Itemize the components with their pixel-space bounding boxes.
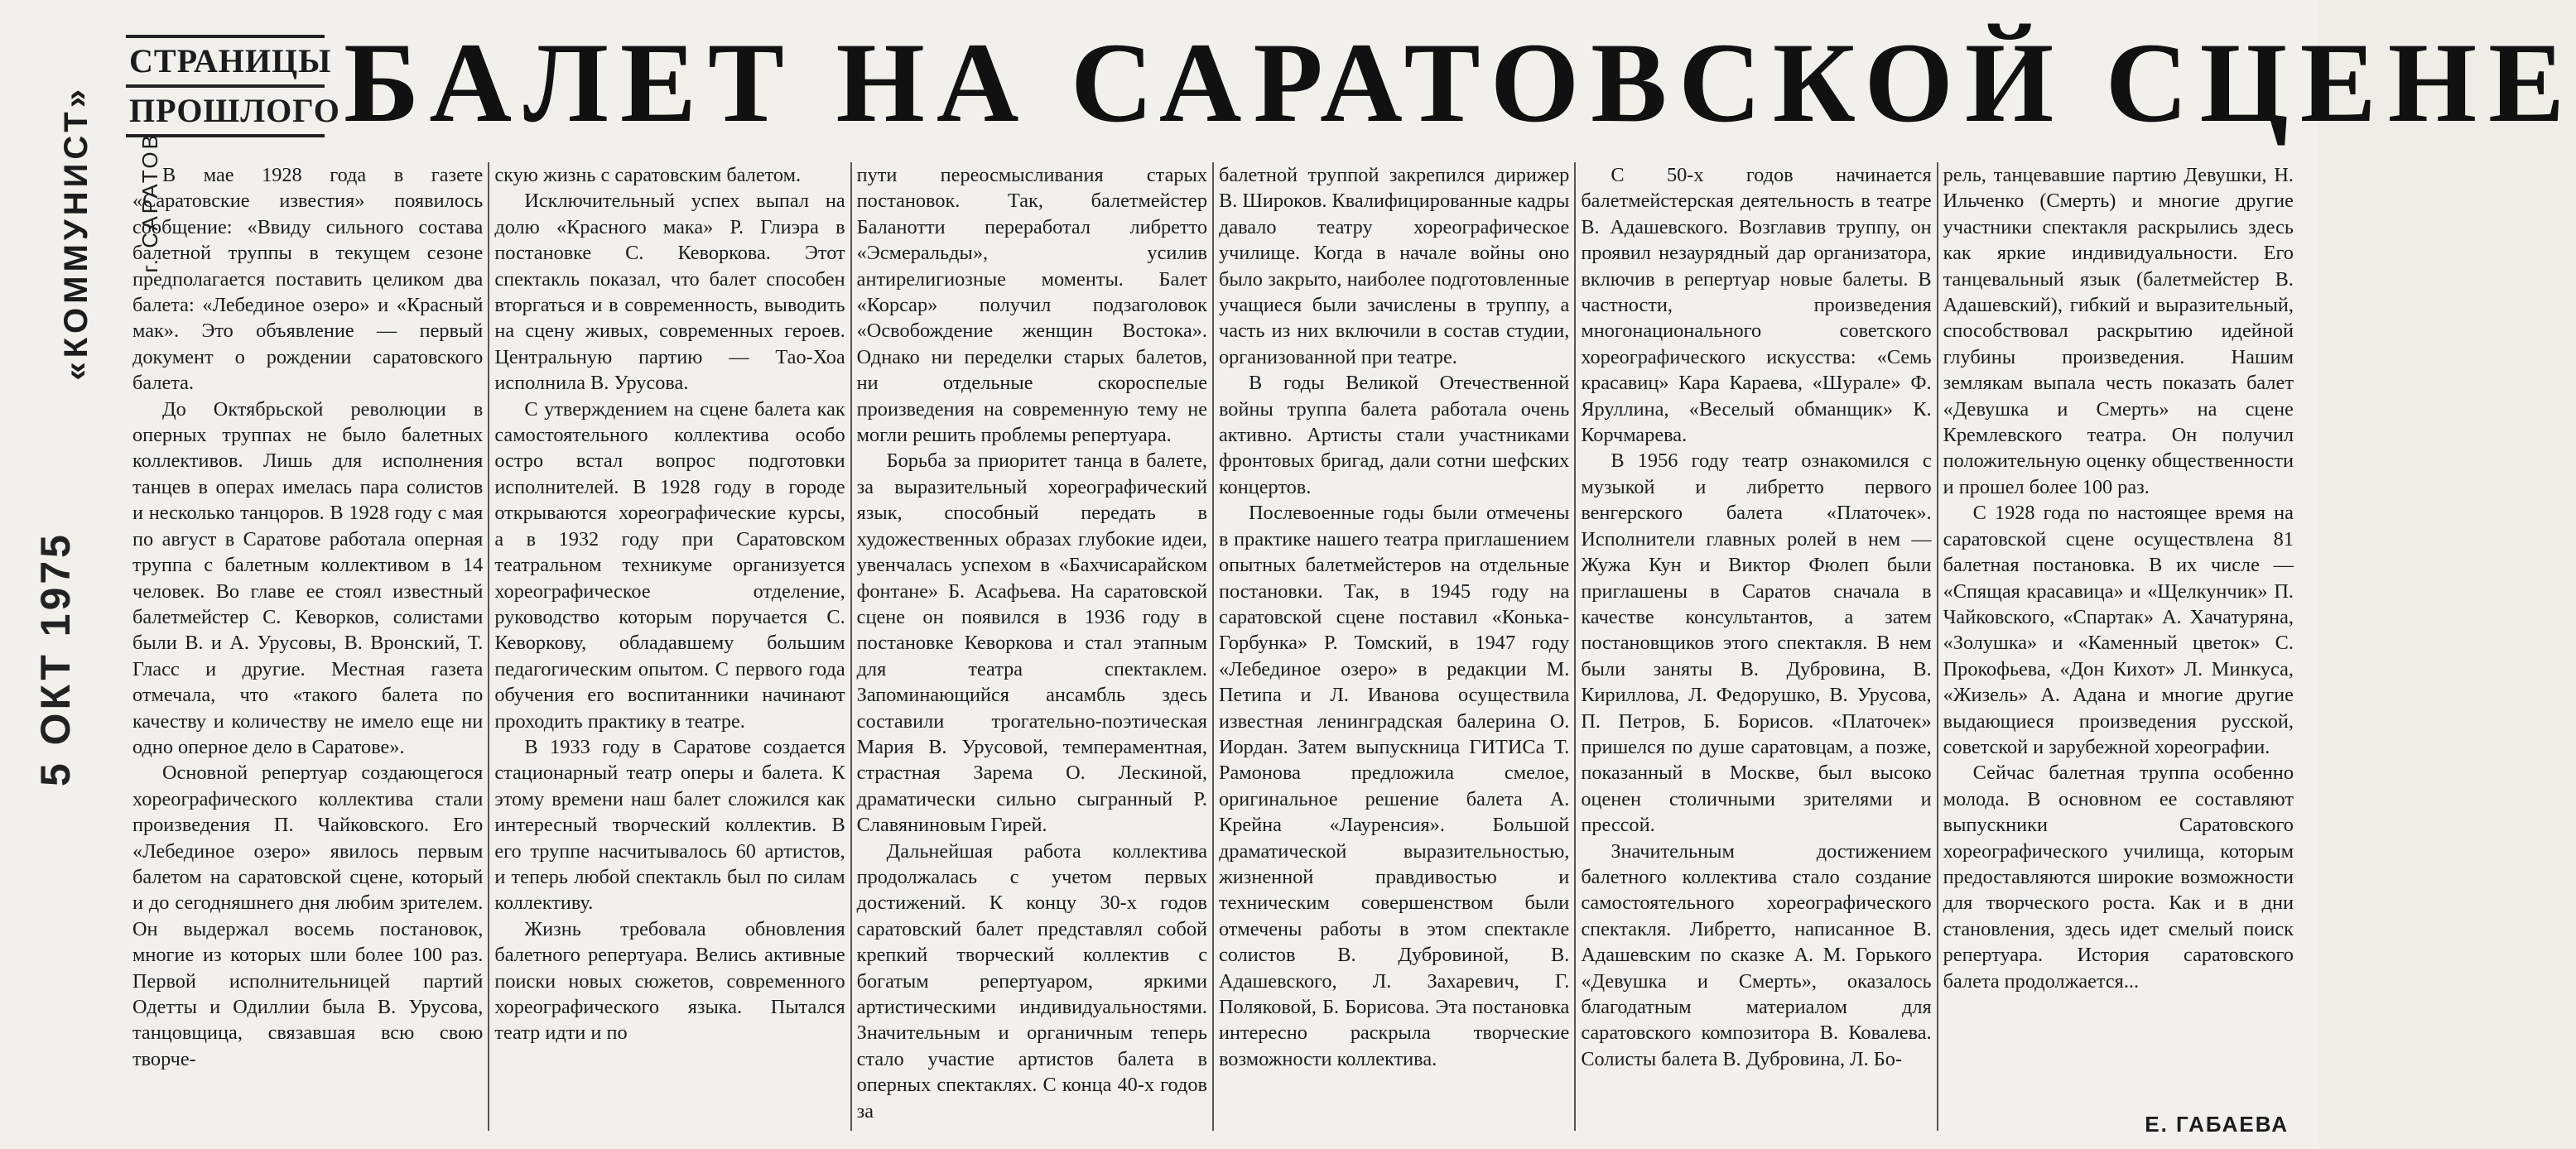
article-column	[1943, 162, 2294, 1131]
article-paragraph: С 1928 года по настоящее время на саратовской сцене осуществлена 81 балетная постановка. В их числе — «Спящая красавица» и «Щелкунчик» П. Чайковского, «Спартак» А. Хачатуряна, «Золушка» и «Каменный цветок» С. Прокофьева, «Дон Кихот» Л. Минкуса, «Жизель» А. Адана и многие другие выдающиеся произведения русской, советской и зарубежной хореографии.	[1943, 502, 2294, 758]
article-paragraph: Послевоенные годы были отмечены в практике нашего театра приглашением опытных балетмейстеров на отдельные постановки. Так, в 1945 году на саратовской сцене поставил «Конька-Горбунка» Р. Томский, в 1947 году «Лебединое озеро» в редакции М. Петипа и Л. Иванова осуществила известная ленинградская балерина О. Иордан. Затем выпускница ГИТИСа Т. Рамонова предложила смелое, оригинальное решение балета А. Крейна «Лауренсия». Большой драматической выразительностью, жизненной правдивостью и техническим совершенством были отмечены работы в этом спектакле солистов В. Дубровиной, В. Адашевского, Л. Захаревич, Г. Поляковой, Б. Борисова. Эта постановка интересно раскрыла творческие возможности коллектива.	[1218, 502, 1570, 1070]
article-paragraph: Основной репертуар создающегося хореографического коллектива стали произведения П. Чайковского. Его «Лебединое озеро» явилось первым балетом на саратовской сцене, который и до сегодняшнего дня любим зрителем. Он выдержал восемь постановок, многие из которых шли более 100 раз. Первой исполнительницей партий Одетты и Одиллии была В. Урусова, танцовщица, связавшая всю свою творче-	[132, 762, 484, 1070]
article-paragraph: В 1933 году в Саратове создается стационарный театр оперы и балета. К этому времени наш балет сложился как интересный творческий коллектив. В его труппе насчитывалось 60 артистов, и теперь любой спектакль был по силам коллективу.	[494, 735, 845, 915]
rubric-line-1: СТРАНИЦЫ	[126, 35, 325, 88]
newspaper-name: «КОММУНИСТ»	[58, 85, 94, 381]
article-paragraph: Жизнь требовала обновления балетного репертуара. Велись активные поиски новых сюжетов, современного хореографического языка. Пытался театр идти и по	[494, 917, 845, 1045]
date-stamp	[31, 531, 89, 786]
article-column	[1219, 162, 1569, 1131]
article-column	[494, 162, 845, 1131]
article-paragraph: Сейчас балетная труппа особенно молода. В основном ее составляют выпускники Саратовского хореографического училища, которым предоставляются широкие возможности для творческого роста. Как и в дни становления, здесь идет смелый поиск репертуара. История саратовского балета продолжается...	[1943, 762, 2294, 993]
article-paragraph: Значительным достижением балетного коллектива стало создание самостоятельного хореографического спектакля. Либретто, написанное В. Адашевским по сказке А. М. Горького «Девушка и Смерть», оказалось благодатным материалом для саратовского композитора В. Ковалева. Солисты балета В. Дубровина, Л. Бо-	[1581, 839, 1932, 1070]
author-byline: Е. ГАБАЕВА	[2145, 1112, 2289, 1137]
article-paragraph: Борьба за приоритет танца в балете, за выразительный хореографический язык, способный передать в художественных образах глубокие идеи, увенчалась успехом в «Бахчисарайском фонтане» Б. Асафьева. На саратовской сцене он появился в 1936 году в постановке Кеворкова и стал этапным для театра спектаклем. Запоминающийся ансамбль здесь составили трогательно-поэтическая Мария В. Урусовой, темпераментная, страстная Зарема О. Лескиной, драматически сильно сыгранный Р. Славяниновым Гирей.	[856, 450, 1207, 837]
article-paragraph: До Октябрьской революции в оперных труппах не было балетных коллективов. Лишь для исполнения танцев в операх имелась пара солистов и несколько танцоров. В 1928 году с мая по август в Саратове работала оперная труппа с балетным коллективом в 14 человек. Во главе ее стоял известный балетмейстер С. Кеворков, солистами были В. и А. Урусовы, В. Вронский, Т. Гласс и другие. Местная газета отмечала, что «такого балета по качеству и количеству не имело еще ни одно оперное дело в Саратове».	[132, 397, 484, 758]
newspaper-city: г. САРАТОВ	[137, 132, 162, 273]
article-paragraph: С утверждением на сцене балета как самостоятельного коллектива особо остро встал вопрос подготовки исполнителей. В 1928 году в городе открываются хореографические курсы, а в 1932 году при Саратовском театральном техникуме организуется хореографическое отделение, руководство которым поручается С. Кеворкову, обладавшему большим педагогическим опытом. С первого года обучения его воспитанники начинают проходить практику в театре.	[494, 397, 845, 733]
article-body	[132, 162, 2294, 1131]
article-column	[132, 162, 483, 1131]
rubric	[126, 35, 340, 137]
article-paragraph: В 1956 году театр ознакомился с музыкой и либретто первого венгерского балета «Платочек». Исполнители главных ролей в нем — Жужа Кун и Виктор Фюлеп были приглашены в Саратов сначала в качестве консультантов, а затем постановщиков этого спектакля. В нем были заняты В. Дубровина, В. Кириллова, Л. Федорушко, В. Урусова, П. Петров, Б. Борисов. «Платочек» пришелся по душе саратовцам, а позже, показанный в Москве, был высоко оценен столичными зрителями и прессой.	[1581, 450, 1932, 837]
article-paragraph: С 50-х годов начинается балетмейстерская деятельность в театре В. Адашевского. Возглавив труппу, он проявил незаурядный дар организатора, включив в репертуар новые балеты. В частности, произведения многонационального советского хореографического искусства: «Семь красавиц» Кара Караева, «Шурале» Ф. Яруллина, «Веселый обманщик» К. Корчмарева.	[1581, 164, 1932, 447]
article-paragraph: В годы Великой Отечественной войны труппа балета работала очень активно. Артисты стали участниками фронтовых бригад, дали сотни шефских концертов.	[1218, 372, 1570, 498]
article-paragraph: В мае 1928 года в газете «Саратовские известия» появилось сообщение: «Ввиду сильного состава балетной труппы в текущем сезоне предполагается поставить целиком два балета: «Лебединое озеро» и «Красный мак». Это объявление — первый документ о рождении саратовского балета.	[132, 164, 484, 395]
article-paragraph: пути переосмысливания старых постановок. Так, балетмейстер Баланотти переработал либретто «Эсмеральды», усилив антирелигиозные моменты. Балет «Корсар» получил подзаголовок «Освобождение женщин Востока». Однако ни переделки старых балетов, ни отдельные скороспелые произведения на современную тему не могли решить проблемы репертуара.	[856, 164, 1207, 447]
article-paragraph: Дальнейшая работа коллектива продолжалась с учетом первых достижений. К концу 30-х годов саратовский балет представлял собой крепкий творческий коллектив с богатым репертуаром, яркими артистическими индивидуальностями. Значительным и органичным теперь стало участие артистов балета в оперных спектаклях. С конца 40-х годов за	[856, 839, 1207, 1123]
article-column	[857, 162, 1207, 1131]
article-column	[1581, 162, 1931, 1131]
article-paragraph: балетной труппой закрепился дирижер В. Широков. Квалифицированные кадры давало театру хореографическое училище. Когда в начале войны оно было закрыто, наиболее подготовленные учащиеся были зачислены в труппу, а часть из них включили в состав студии, организованной при театре.	[1218, 164, 1570, 368]
article-paragraph: скую жизнь с саратовским балетом.	[494, 164, 802, 186]
article-paragraph: Исключительный успех выпал на долю «Красного мака» Р. Глиэра в постановке С. Кеворкова. Этот спектакль показал, что балет способен вторгаться и в современность, выводить на сцену живых, современных героев. Центральную партию — Тао-Хоа исполнила В. Урусова.	[494, 190, 845, 395]
date-stamp-text: 5 ОКТ 1975	[32, 531, 79, 786]
rubric-line-2: ПРОШЛОГО	[126, 88, 325, 137]
article-paragraph: рель, танцевавшие партию Девушки, Н. Ильченко (Смерть) и многие другие участники спектакля раскрылись здесь как яркие индивидуальности. Его танцевальный язык (балетмейстер В. Адашевский), гибкий и выразительный, способствовал раскрытию идейной глубины произведения. Нашим землякам выпала честь показать балет «Девушка и Смерть» на сцене Кремлевского театра. Он получил положительную оценку общественности и прошел более 100 раз.	[1943, 164, 2294, 498]
article-headline: БАЛЕТ НА САРАТОВСКОЙ СЦЕНЕ	[344, 19, 2576, 146]
